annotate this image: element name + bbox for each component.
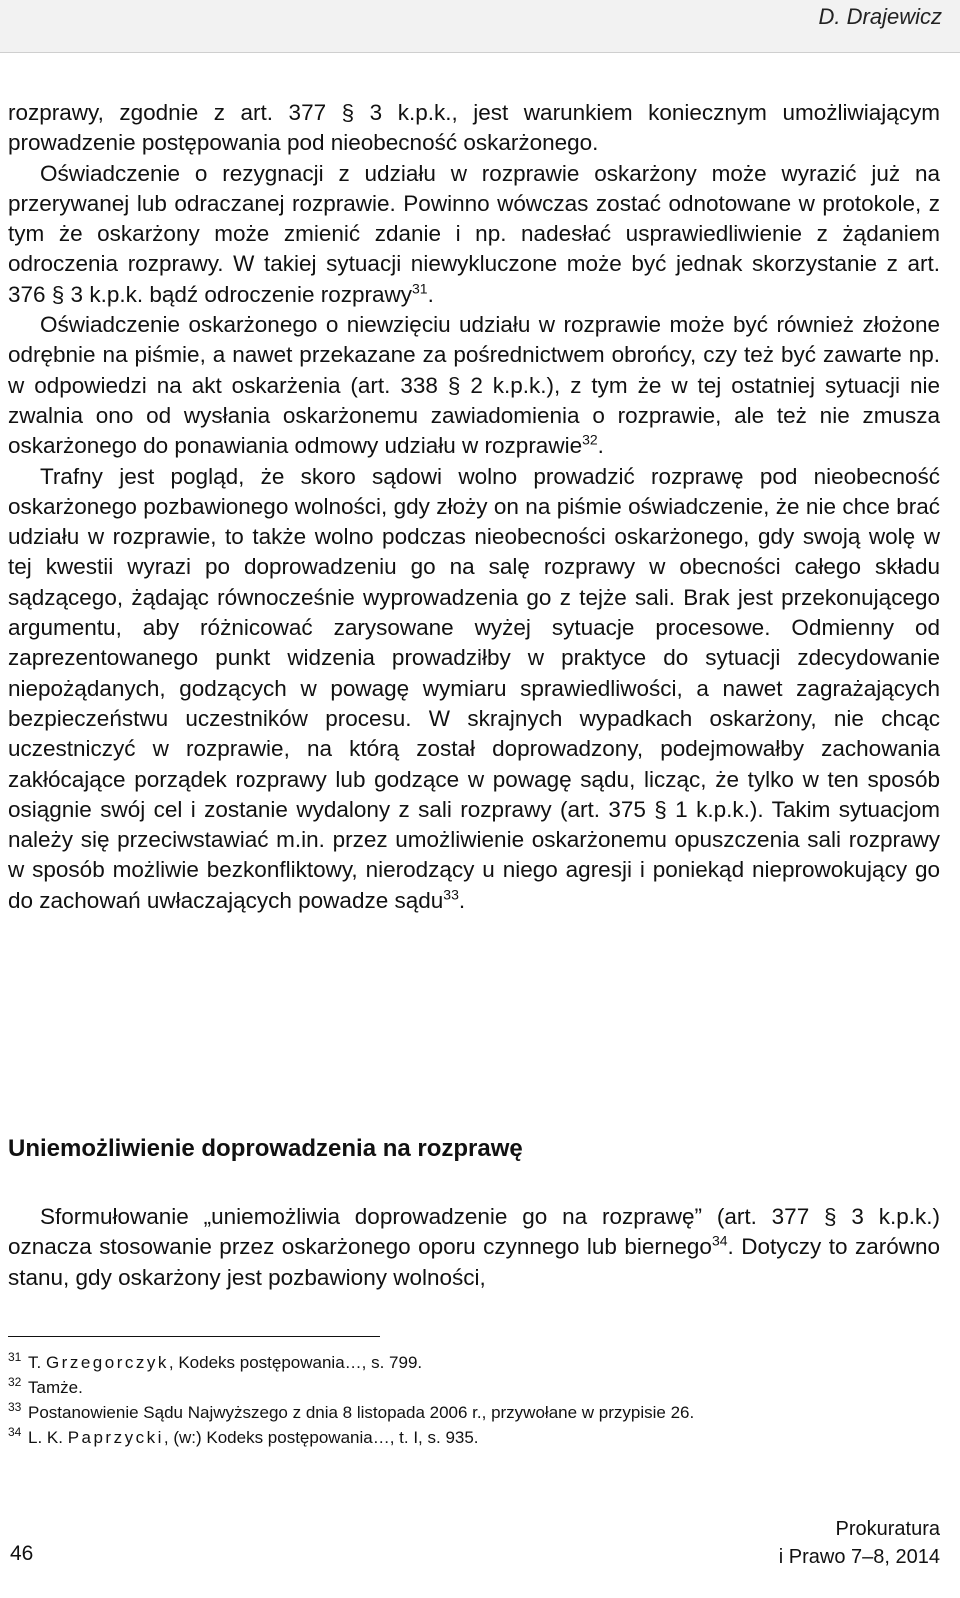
main-text [8,98,940,916]
paragraph-1: rozprawy, zgodnie z art. 377 § 3 k.p.k., jest warunkiem koniecznym umożliwiającym prowadzenie postępowania pod nieobecność oskarżonego. [8,100,940,156]
footnotes [8,1350,938,1450]
footnote-ref-31[interactable]: 31 [411,280,428,297]
footnote-text: , Kodeks postępowania…, s. 799. [168,1353,423,1372]
paragraph-3 [8,310,940,461]
paragraph-2 [8,159,940,310]
paragraph-4-text: Trafny jest pogląd, że skoro sądowi wolno prowadzić rozprawę pod nieobecność oskarżonego pozbawionego wolności, gdy złoży on na piśmie oświadczenie, że nie chce brać udziału w rozprawie, to także wolno podczas nieobecności oskarżonego, gdy swoją wolę w tej kwestii wyrazi po doprowadzeniu go na salę rozprawy w obecności całego składu sądzącego, żądając równocześnie wyprowadzenia go z tejże sali. Brak jest przekonującego argumentu, aby różnicować zarysowane wyżej sytuacje procesowe. Odmienny od zaprezentowanego punkt widzenia prowadziłby w praktyce do sytuacji zdecydowanie niepożądanych, godzących w powagę wymiaru sprawiedliwości, a nawet zagrażających bezpieczeństwu uczestników procesu. W skrajnych wypadkach oskarżony, nie chcąc uczestniczyć w rozprawie, na którą został doprowadzony, podejmowałby zachowania zakłócające porządek rozprawy lub godzące w powagę sądu, licząc, że tylko w ten sposób osiągnie swój cel i zostanie wydalony z sali rozprawy (art. 375 § 1 k.p.k.). Takim sytuacjom należy się przeciwstawiać m.in. przez umożliwienie oskarżonemu opuszczenia sali rozprawy w sposób możliwie bezkonfliktowy, nierodzący u niego agresji i poniekąd nieprowokujący go do zachowań uwłaczających powadze sądu [8,463,940,913]
journal-issue: i Prawo 7–8, 2014 [778,1546,940,1568]
footnote-ref-32[interactable]: 32 [582,431,598,448]
footnote-31: 31 T. Grzegorczyk, Kodeks postępowania…, s. 799. [8,1350,423,1372]
paragraph-2-text: Oświadczenie o rezygnacji z udziału w rozprawie oskarżony może wyrazić już na przerywanej lub odraczanej rozprawie. Powinno wówczas zostać odnotowane w protokole, z tym że oskarżony może zmienić zdanie i np. nadesłać usprawiedliwienie z żądaniem odroczenia rozprawy. W takiej sytuacji niewykluczone może być jednak skorzystanie z art. 376 § 3 k.p.k. bądź odroczenie rozprawy [8,160,940,307]
paragraph-4 [8,462,940,916]
footnote-32: 32 Tamże. [8,1375,83,1397]
paragraph-2-end: . [427,281,434,307]
footnote-author: Paprzycki [67,1428,164,1447]
footnote-author: Grzegorczyk [45,1353,169,1372]
footnote-33: 33 Postanowienie Sądu Najwyższego z dnia 8 listopada 2006 r., przywołane w przypisie 26. [8,1400,695,1422]
paragraph-4-end: . [458,887,466,913]
footnote-34: 34 L. K. Paprzycki, (w:) Kodeks postępowania…, t. I, s. 935. [8,1425,479,1447]
header-author: D. Drajewicz [818,4,942,29]
journal-name: Prokuratura [835,1518,940,1540]
footnote-text: , (w:) Kodeks postępowania…, t. I, s. 935. [163,1428,479,1447]
paragraph-3-end: . [597,433,604,459]
running-header [0,0,960,53]
footnote-text: Postanowienie Sądu Najwyższego z dnia 8 listopada 2006 r., przywołane w przypisie 26. [28,1403,695,1422]
section-paragraph-1-text: Sformułowanie „uniemożliwia doprowadzenie go na rozprawę” (art. 377 § 3 k.p.k.) oznacza stosowanie przez oskarżonego oporu czynnego lub biernego [8,1204,940,1260]
journal-footer [779,1515,940,1571]
footnote-text: L. K. [28,1428,68,1447]
section-paragraph-1 [8,1202,940,1293]
footnote-ref-34[interactable]: 34 [711,1232,728,1249]
footnote-separator [8,1336,380,1337]
section-heading: Uniemożliwienie doprowadzenia na rozprawę [8,1135,523,1162]
footnote-text: Tamże. [28,1378,83,1397]
footnote-ref-33[interactable]: 33 [443,886,459,903]
footnote-text: T. [28,1353,46,1372]
section-paragraph-1-end: . Dotyczy to zarówno stanu, gdy oskarżony jest pozbawiony wolności, [8,1234,941,1290]
section-text [8,1202,940,1293]
page-number: 46 [10,1542,34,1565]
paragraph-3-text: Oświadczenie oskarżonego o niewzięciu udziału w rozprawie może być również złożone odrębnie na piśmie, a nawet przekazane za pośrednictwem obrońcy, czy też być zawarte np. w odpowiedzi na akt oskarżenia (art. 338 § 2 k.p.k.), z tym że w tej ostatniej sytuacji nie zwalnia ono od wysłania oskarżonemu zawiadomienia o rozprawie, ale też nie zmusza oskarżonego do ponawiania odmowy udziału w rozprawie [8,312,940,459]
